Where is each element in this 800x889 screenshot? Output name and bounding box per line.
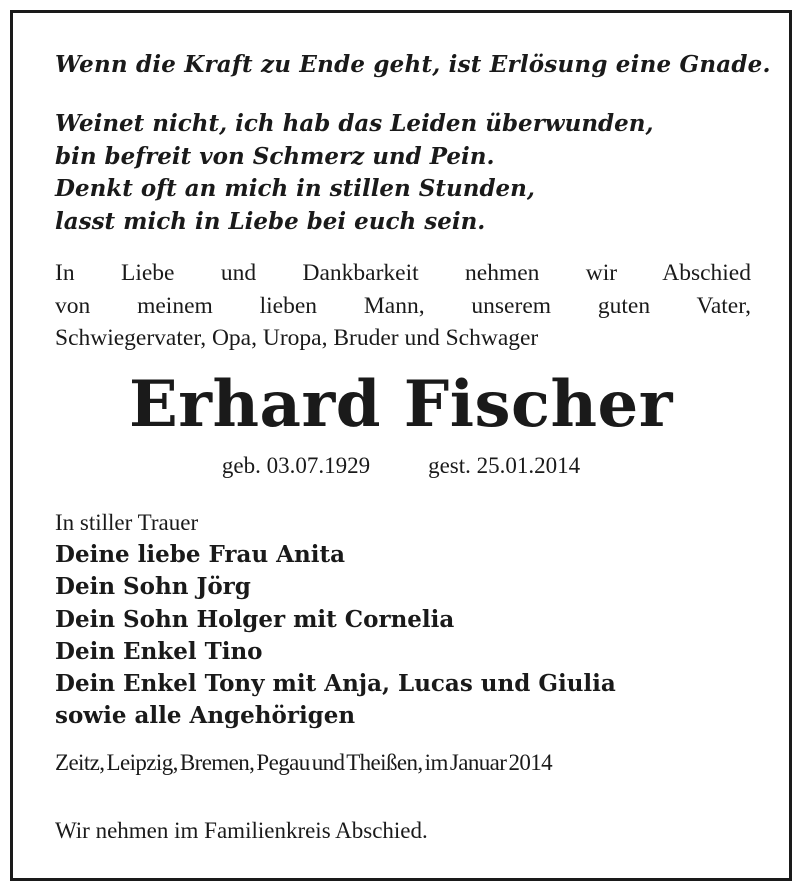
birth-date: geb. 03.07.1929: [221, 453, 371, 478]
life-dates: [13, 453, 789, 479]
poem-line: Weinet nicht, ich hab das Leiden überwunden,: [55, 110, 654, 137]
death-date: gest. 25.01.2014: [428, 453, 581, 478]
intro-line: von meinem lieben Mann, unserem guten Vater,: [55, 292, 751, 319]
mourner: Dein Enkel Tony mit Anja, Lucas und Giulia: [55, 670, 616, 698]
place-and-date: Zeitz, Leipzig, Bremen, Pegau und Theißen, im Januar 2014: [55, 750, 553, 775]
poem-line: Denkt oft an mich in stillen Stunden,: [55, 175, 535, 202]
obituary-notice: [10, 10, 792, 881]
deceased-name: Erhard Fischer: [129, 367, 673, 442]
mourner: Dein Sohn Jörg: [55, 573, 251, 601]
poem: [55, 108, 654, 238]
closing-note: Wir nehmen im Familienkreis Abschied.: [55, 818, 428, 843]
mourner: Deine liebe Frau Anita: [55, 541, 346, 569]
mourning-heading: In stiller Trauer: [55, 510, 199, 535]
motto: Wenn die Kraft zu Ende geht, ist Erlösung eine Gnade.: [55, 51, 771, 78]
intro-line: Schwiegervater, Opa, Uropa, Bruder und Schwager: [55, 325, 539, 351]
poem-line: lasst mich in Liebe bei euch sein.: [55, 207, 486, 235]
intro-text: [55, 257, 751, 355]
intro-line: In Liebe und Dankbarkeit nehmen wir Abschied: [55, 260, 751, 286]
mourners-list: [55, 507, 616, 732]
mourner: Dein Sohn Holger mit Cornelia: [55, 605, 455, 633]
mourner: sowie alle Angehörigen: [55, 702, 356, 730]
mourner: Dein Enkel Tino: [55, 637, 263, 665]
poem-line: bin befreit von Schmerz und Pein.: [55, 142, 495, 170]
